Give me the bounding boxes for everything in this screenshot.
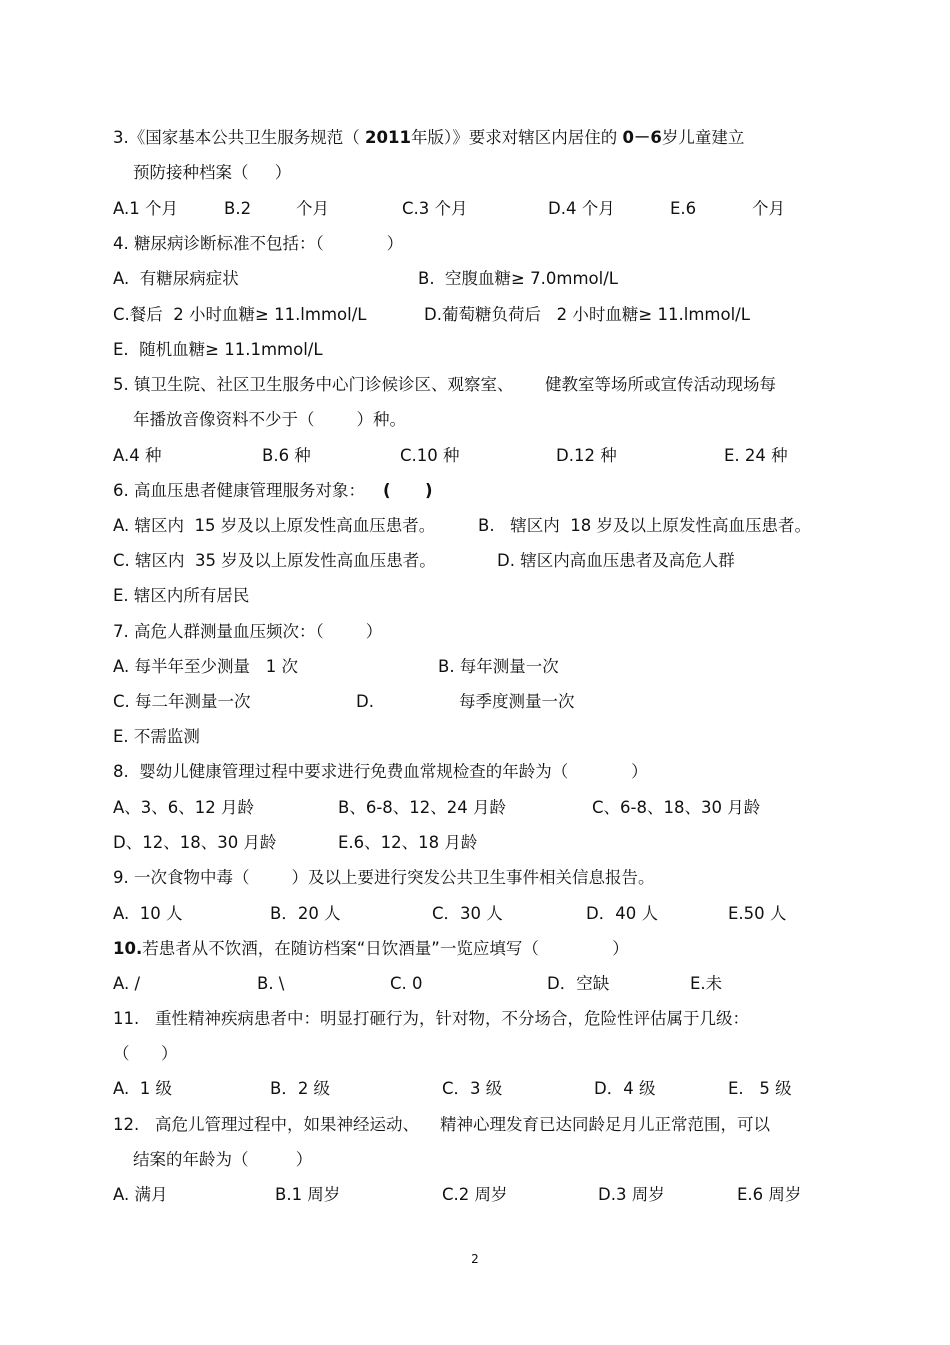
q4-option-b: B. 空腹血糖≥ 7.0mmol/L xyxy=(418,269,618,288)
q5-stem-line1: 5. 镇卫生院、社区卫生服务中心门诊候诊区、观察室、 健教室等场所或宣传活动现场每 xyxy=(113,375,776,394)
q12-option-e: E.6 周岁 xyxy=(737,1185,802,1204)
q11-option-b: B．2 级 xyxy=(270,1079,331,1098)
q12-stem-line1: 12. 高危儿管理过程中，如果神经运动、 精神心理发育已达同龄足月儿正常范围，可以 xyxy=(113,1115,770,1134)
q3-stem-text: 3.《国家基本公共卫生服务规范（ xyxy=(113,128,365,147)
q4-option-a: A. 有糖尿病症状 xyxy=(113,269,239,288)
q11-stem-line1: 11. 重性精神疾病患者中：明显打砸行为，针对物，不分场合，危险性评估属于几级： xyxy=(113,1009,749,1028)
q3-option-b: B.2 xyxy=(224,199,252,218)
page-number: 2 xyxy=(471,1252,479,1266)
q8-option-e: E.6、12、18 月龄 xyxy=(338,833,478,852)
q8-option-b: B、6-8、12、24 月龄 xyxy=(338,798,507,817)
q7-option-d-text: 每季度测量一次 xyxy=(459,692,575,711)
q4-stem: 4. 糖尿病诊断标准不包括：（ ） xyxy=(113,234,404,253)
q5-option-b: B.6 种 xyxy=(262,446,311,465)
q9-option-a: A. 10 人 xyxy=(113,904,183,923)
q8-stem: 8. 婴幼儿健康管理过程中要求进行免费血常规检查的年龄为（ ） xyxy=(113,762,648,781)
q6-option-c: C. 辖区内 35 岁及以上原发性高血压患者。 xyxy=(113,551,436,570)
q11-option-a: A. 1 级 xyxy=(113,1079,172,1098)
q6-option-d: D. 辖区内高血压患者及高危人群 xyxy=(497,551,735,570)
q3-year: 2011 xyxy=(365,128,411,147)
q6-option-b: B. 辖区内 18 岁及以上原发性高血压患者。 xyxy=(478,516,812,535)
q7-option-c: C. 每二年测量一次 xyxy=(113,692,251,711)
q3-option-d: D.4 个月 xyxy=(548,199,615,218)
q10-stem-text: 若患者从不饮酒，在随访档案“日饮酒量”一览应填写（ ） xyxy=(142,939,629,958)
q7-option-d: D. xyxy=(356,692,374,711)
q7-option-a: A. 每半年至少测量 1 次 xyxy=(113,657,298,676)
q10-number: 10. xyxy=(113,939,143,958)
q9-option-d: D．40 人 xyxy=(586,904,658,923)
q11-option-e: E. 5 级 xyxy=(728,1079,792,1098)
q4-option-e: E. 随机血糖≥ 11.1mmol/L xyxy=(113,340,323,359)
q11-stem-line2: （ ） xyxy=(113,1044,178,1063)
q6-answer-blank: ( ) xyxy=(383,481,433,500)
q5-option-d: D.12 种 xyxy=(556,446,617,465)
q3-stem-text-3: 岁儿童建立 xyxy=(661,128,745,147)
q10-option-a: A. / xyxy=(113,974,141,993)
q11-option-c: C．3 级 xyxy=(442,1079,503,1098)
q3-option-b-unit: 个月 xyxy=(296,199,329,218)
q9-option-c: C．30 人 xyxy=(432,904,503,923)
q3-option-e: E.6 xyxy=(670,199,697,218)
q3-stem-line2: 预防接种档案（ ） xyxy=(133,163,292,182)
q10-option-c: C. 0 xyxy=(390,974,423,993)
q3-option-a: A.1 个月 xyxy=(113,199,178,218)
q5-option-e: E. 24 种 xyxy=(724,446,788,465)
q6-option-a: A. 辖区内 15 岁及以上原发性高血压患者。 xyxy=(113,516,436,535)
q12-option-b: B.1 周岁 xyxy=(275,1185,341,1204)
q7-option-b: B. 每年测量一次 xyxy=(438,657,559,676)
q6-stem xyxy=(113,480,433,502)
q5-option-a: A.4 种 xyxy=(113,446,162,465)
q8-option-a: A、3、6、12 月龄 xyxy=(113,798,255,817)
q8-option-d: D、12、18、30 月龄 xyxy=(113,833,277,852)
q12-stem-line2: 结案的年龄为（ ） xyxy=(133,1150,313,1169)
q3-option-c: C.3 个月 xyxy=(402,199,468,218)
q4-option-c: C.餐后 2 小时血糖≥ 11.lmmol/L xyxy=(113,305,367,324)
q3-stem-text-2: 年版）》要求对辖区内居住的 xyxy=(410,128,623,147)
q10-option-b: B. \ xyxy=(257,974,285,993)
q5-option-c: C.10 种 xyxy=(400,446,460,465)
q12-option-a: A. 满月 xyxy=(113,1185,168,1204)
q10-option-d: D．空缺 xyxy=(547,974,610,993)
q9-option-e: E.50 人 xyxy=(728,904,787,923)
q11-option-d: D．4 级 xyxy=(594,1079,656,1098)
q10-stem xyxy=(113,938,629,960)
q7-stem: 7. 高危人群测量血压频次：（ ） xyxy=(113,622,383,641)
q7-option-e: E. 不需监测 xyxy=(113,727,200,746)
q6-stem-text: 6. 高血压患者健康管理服务对象： xyxy=(113,481,365,500)
q5-stem-line2: 年播放音像资料不少于（ ）种。 xyxy=(133,410,406,429)
q4-option-d: D.葡萄糖负荷后 2 小时血糖≥ 11.lmmol/L xyxy=(424,305,750,324)
q3-option-e-unit: 个月 xyxy=(752,199,785,218)
q8-option-c: C、6-8、18、30 月龄 xyxy=(592,798,761,817)
q6-option-e: E. 辖区内所有居民 xyxy=(113,586,250,605)
q10-option-e: E.未 xyxy=(690,974,723,993)
q3-stem-line1 xyxy=(113,127,744,149)
q9-stem: 9. 一次食物中毒（ ）及以上要进行突发公共卫生事件相关信息报告。 xyxy=(113,868,655,887)
q3-age-range: 0－6 xyxy=(622,128,662,147)
q12-option-c: C.2 周岁 xyxy=(442,1185,508,1204)
q9-option-b: B．20 人 xyxy=(270,904,341,923)
q12-option-d: D.3 周岁 xyxy=(598,1185,665,1204)
